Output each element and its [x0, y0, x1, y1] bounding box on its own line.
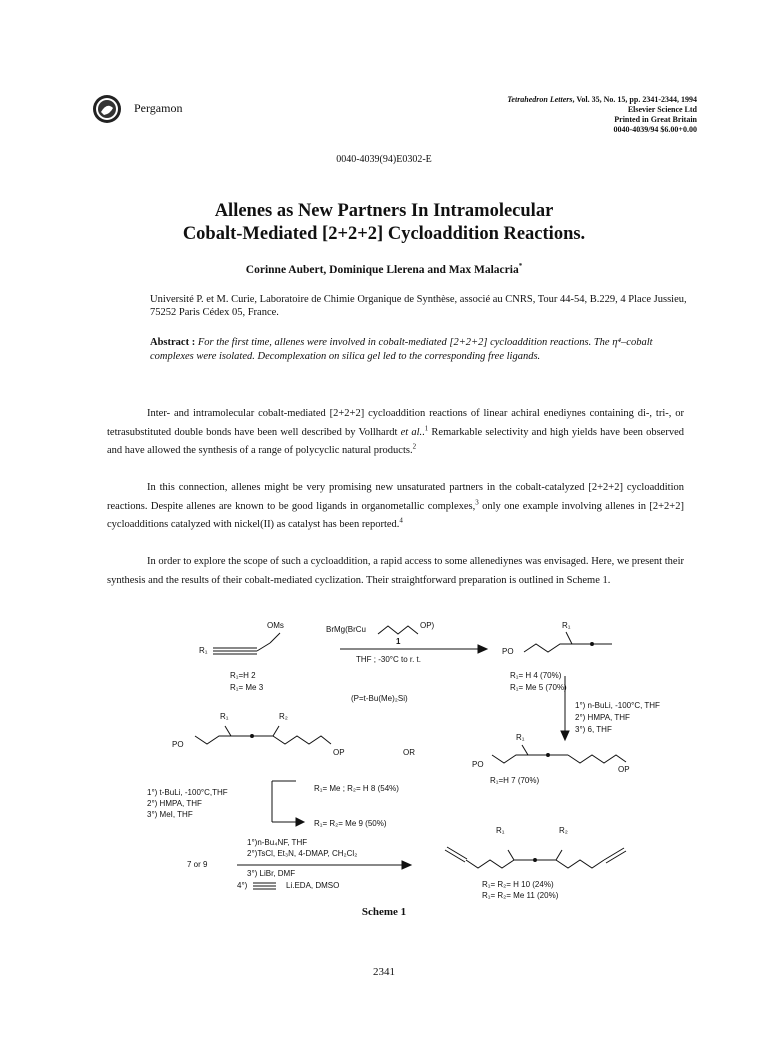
article-doi: 0040-4039(94)E0302-E	[336, 154, 432, 165]
op-reagent-label: OP)	[420, 621, 435, 630]
or-label: OR	[403, 748, 415, 757]
affiliation: Université P. et M. Curie, Laboratoire de Chimie Organique de Synthèse, associé au CNRS, Tour 44-54, B.229, 4 Place Jussieu, 75252 Paris Cédex 05, France.	[150, 294, 687, 318]
op-label-7: OP	[618, 765, 630, 774]
abstract-label: Abstract :	[150, 337, 196, 348]
p1-text-b: .	[422, 426, 425, 438]
arrow-step-3	[237, 861, 411, 869]
step-a1: 1°) n-BuLi, -100°C, THF	[575, 701, 660, 710]
product-8-9-structure	[195, 726, 331, 744]
r1-label-sm: R₁	[199, 646, 208, 655]
product-4-label: R₁= H 4 (70%)	[510, 671, 562, 680]
acetylene-reagent-structure	[253, 883, 276, 889]
product-10-label: R₁= R₂= H 10 (24%)	[482, 880, 554, 889]
title-line-2: Cobalt-Mediated [2+2+2] Cycloaddition Reactions.	[182, 224, 586, 244]
reagent-chain	[378, 626, 418, 634]
citation-details: , Vol. 35, No. 15, pp. 2341-2344, 1994	[572, 95, 697, 104]
oms-label: OMs	[267, 621, 284, 630]
ref-2: 2	[412, 442, 417, 451]
product-9-label: R₁= R₂= Me 9 (50%)	[314, 819, 387, 828]
reagent-number: 1	[396, 637, 401, 646]
publisher-name: Pergamon	[134, 101, 183, 115]
p1-text-a: Inter- and intramolecular cobalt-mediated [2+2+2] cycloaddition reactions of linear achiral enediynes containing di-, tri-, or tetrasubstituted double bonds have been well described by Vollhardt	[107, 408, 684, 438]
po-label-8: PO	[172, 740, 184, 749]
author-mark: *	[518, 262, 523, 271]
starting-material-structure	[213, 633, 280, 654]
p2-text-a: In this connection, allenes might be very promising new unsaturated partners in the cobalt-catalyzed [2+2+2] cycloaddition reactions. Despite allenes are known to be good ligands in organometallic complexes,	[107, 482, 684, 512]
product-7-structure	[492, 745, 626, 763]
allenediyne-product-structure	[445, 847, 626, 868]
page-number: 2341	[373, 966, 395, 978]
citation-price: 0040-4039/94 $6.00+0.00	[613, 125, 697, 134]
conditions-step-1: THF ; -30°C to r. t.	[356, 655, 421, 664]
r1-label-10: R₁	[496, 826, 505, 835]
step-c1: 1°)n-Bu₄NF, THF	[247, 838, 308, 847]
r1-label-4: R₁	[562, 621, 571, 630]
scheme-caption: Scheme 1	[361, 906, 407, 918]
branch-bracket	[272, 781, 304, 826]
arrow-step-1	[340, 645, 487, 653]
protecting-group-label: (P=t-Bu(Me)₂Si)	[351, 694, 408, 703]
r2-label-8: R₂	[279, 712, 288, 721]
grignard-label: BrMg(BrCu	[326, 625, 367, 634]
p2-text-b: only one example involving allenes in [2+2+2] cycloadditions catalyzed with nickel(II) as catalyst has been reported.	[107, 500, 684, 530]
product-8-label: R₁= Me ; R₂= H 8 (54%)	[314, 784, 399, 793]
abstract-text: For the first time, allenes were involved in cobalt-mediated [2+2+2] cycloaddition reactions. The η⁴–cobalt complexes were isolated. Decomplexation on silica gel led to the corresponding free ligands.	[150, 337, 653, 362]
r1-label-8: R₁	[220, 712, 229, 721]
step-c4-prefix: 4°)	[237, 881, 248, 890]
ref-4: 4	[399, 516, 403, 525]
po-label-4: PO	[502, 647, 514, 656]
product-11-label: R₁= R₂= Me 11 (20%)	[482, 891, 559, 900]
p1-etal: et al.	[400, 426, 423, 438]
ref-1: 1	[424, 424, 429, 432]
step-b2: 2°) HMPA, THF	[147, 799, 202, 808]
citation-publisher: Elsevier Science Ltd	[627, 105, 697, 114]
p3-text: In order to explore the scope of such a cycloaddition, a rapid access to some allenediynes was envisaged. Here, we present their synthesis and the results of their cobalt-mediated cyclization. Their straightforward preparation is outlined in Scheme 1.	[107, 556, 684, 586]
step-b3: 3°) MeI, THF	[147, 810, 193, 819]
sm-3-label: R₁= Me 3	[230, 683, 264, 692]
product-allene-structure	[524, 632, 612, 652]
product-7-label: R₁=H 7 (70%)	[490, 776, 540, 785]
step-c2: 2°)TsCl, Et₃N, 4-DMAP, CH₂Cl₂	[247, 849, 358, 858]
step-b1: 1°) t-BuLi, -100°C,THF	[147, 788, 228, 797]
po-label-7: PO	[472, 760, 484, 769]
ref-3: 3	[475, 498, 479, 506]
p1-text-c: Remarkable selectivity and high yields have been observed and have allowed the synthesis of a range of polycyclic natural products.	[107, 426, 685, 456]
product-5-label: R₁= Me 5 (70%)	[510, 683, 567, 692]
start-7-or-9: 7 or 9	[187, 860, 208, 869]
step-a2: 2°) HMPA, THF	[575, 713, 630, 722]
author-names: Corinne Aubert, Dominique Llerena and Max Malacria	[245, 264, 519, 276]
op-label-8: OP	[333, 748, 345, 757]
citation-journal: Tetrahedron Letters	[507, 95, 573, 104]
step-a3: 3°) 6, THF	[575, 725, 612, 734]
citation-printed: Printed in Great Britain	[614, 115, 697, 124]
r2-label-10: R₂	[559, 826, 568, 835]
step-c4-reagent: Li.EDA, DMSO	[286, 881, 340, 890]
step-c3: 3°) LiBr, DMF	[247, 869, 296, 878]
sm-2-label: R₁=H 2	[230, 671, 256, 680]
title-line-1: Allenes as New Partners In Intramolecular	[214, 201, 554, 221]
r1-label-7: R₁	[516, 733, 525, 742]
